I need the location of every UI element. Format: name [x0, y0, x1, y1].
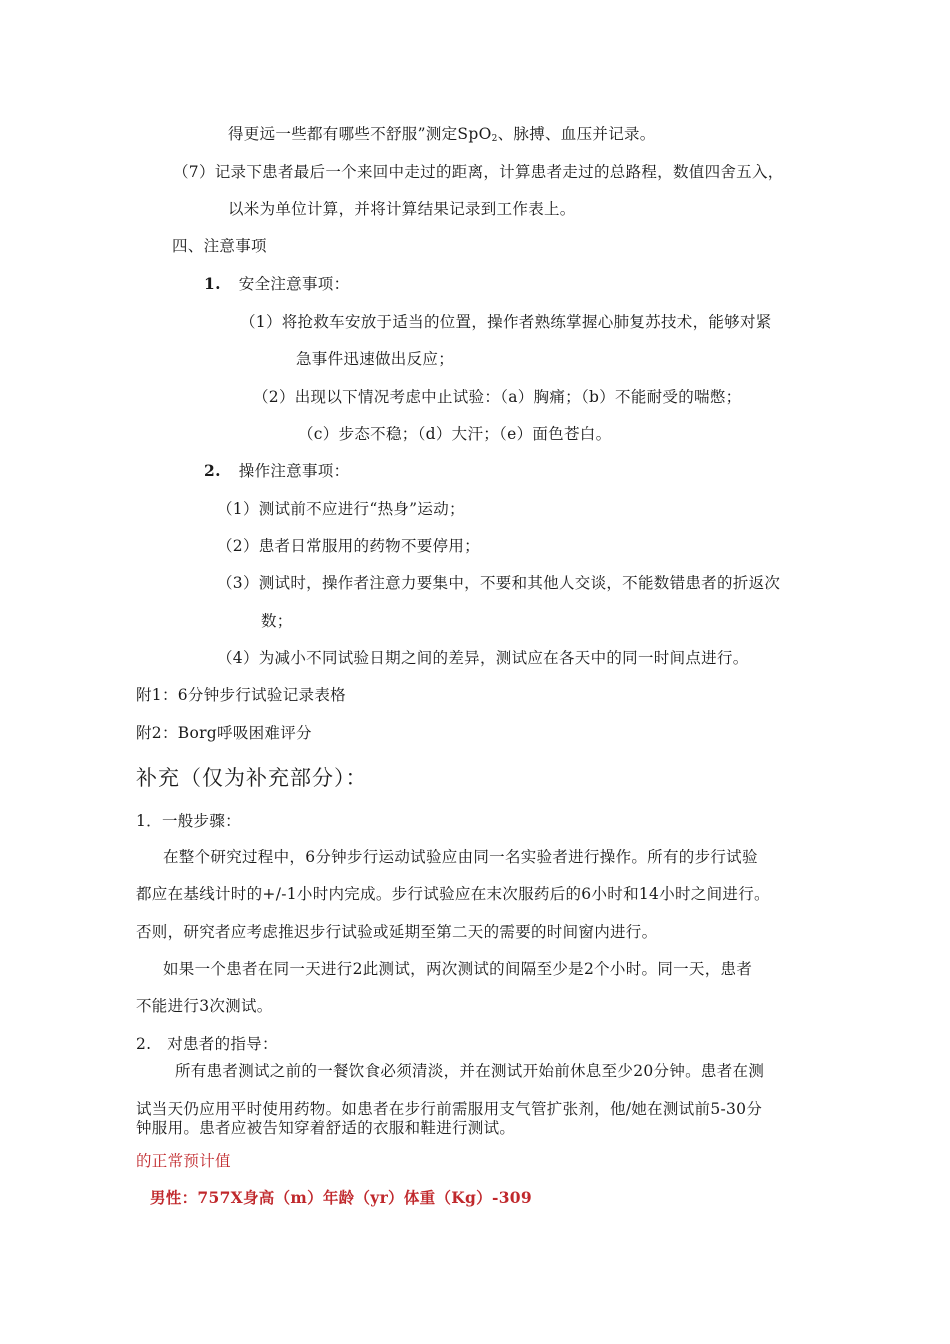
patient-guidance-heading: 2. 对患者的指导：: [136, 1035, 278, 1053]
text-fragment: 、脉搏、血压并记录。: [497, 125, 656, 143]
predicted-value-heading: 的正常预计值: [136, 1152, 231, 1170]
subscript-two: 2: [491, 134, 498, 144]
supplement-heading: 补充（仅为补充部分）：: [136, 766, 368, 790]
male-formula: 男性：757X身高（m）年龄（yr）体重（Kg）-309: [150, 1188, 532, 1207]
paragraph-line: 如果一个患者在同一天进行2此测试，两次测试的间隔至少是2个小时。同一天，患者: [163, 960, 753, 978]
subheading-label: 安全注意事项：: [238, 275, 350, 293]
text-fragment: 得更远一些都有哪些不舒服”测定SpO: [228, 125, 492, 143]
list-number: 1.: [204, 274, 221, 293]
paragraph-line: 试当天仍应用平时使用药物。如患者在步行前需服用支气管扩张剂，他/她在测试前5-30分: [136, 1100, 763, 1118]
operation-item-3: （3）测试时，操作者注意力要集中，不要和其他人交谈，不能数错患者的折返次: [217, 574, 781, 592]
paragraph-line: 不能进行3次测试。: [136, 997, 273, 1015]
paragraph-line: 在整个研究过程中，6分钟步行运动试验应由同一名实验者进行操作。所有的步行试验: [163, 848, 758, 866]
subheading-safety: [204, 274, 349, 294]
paragraph-line: 钟服用。患者应被告知穿着舒适的衣服和鞋进行测试。: [136, 1119, 516, 1137]
safety-item-1-continuation: 急事件迅速做出反应；: [296, 350, 455, 368]
appendix-1: 附1：6分钟步行试验记录表格: [136, 686, 346, 704]
subheading-operation: [204, 461, 349, 481]
safety-item-2: （2）出现以下情况考虑中止试验：（a）胸痛；（b）不能耐受的喘憋；: [253, 388, 742, 406]
paragraph-line: 否则，研究者应考虑推迟步行试验或延期至第二天的需要的时间窗内进行。: [136, 923, 658, 941]
appendix-2: 附2：Borg呼吸困难评分: [136, 724, 312, 742]
paragraph-line: 都应在基线计时的+/-1小时内完成。步行试验应在末次服药后的6小时和14小时之间进行。: [136, 885, 770, 903]
operation-item-3-continuation: 数；: [261, 612, 293, 630]
operation-item-4: （4）为减小不同试验日期之间的差异，测试应在各天中的同一时间点进行。: [217, 649, 749, 667]
paragraph-line: 所有患者测试之前的一餐饮食必须清淡，并在测试开始前休息至少20分钟。患者在测: [175, 1062, 765, 1080]
step-7-line: （7）记录下患者最后一个来回中走过的距离，计算患者走过的总路程，数值四舍五入，: [173, 163, 784, 181]
safety-item-1: （1）将抢救车安放于适当的位置，操作者熟练掌握心肺复苏技术，能够对紧: [240, 313, 772, 331]
operation-item-2: （2）患者日常服用的药物不要停用；: [217, 537, 480, 555]
subheading-label: 操作注意事项：: [238, 462, 350, 480]
operation-item-1: （1）测试前不应进行“热身”运动；: [217, 500, 465, 518]
list-number: 2.: [204, 461, 221, 480]
step-7-continuation: 以米为单位计算，并将计算结果记录到工作表上。: [228, 200, 576, 218]
general-steps-heading: 1．一般步骤：: [136, 812, 241, 830]
section-heading-precautions: 四、注意事项: [172, 237, 267, 255]
paragraph-line: [228, 124, 656, 149]
safety-item-2-continuation: （c）步态不稳；（d）大汗；（e）面色苍白。: [298, 425, 612, 443]
